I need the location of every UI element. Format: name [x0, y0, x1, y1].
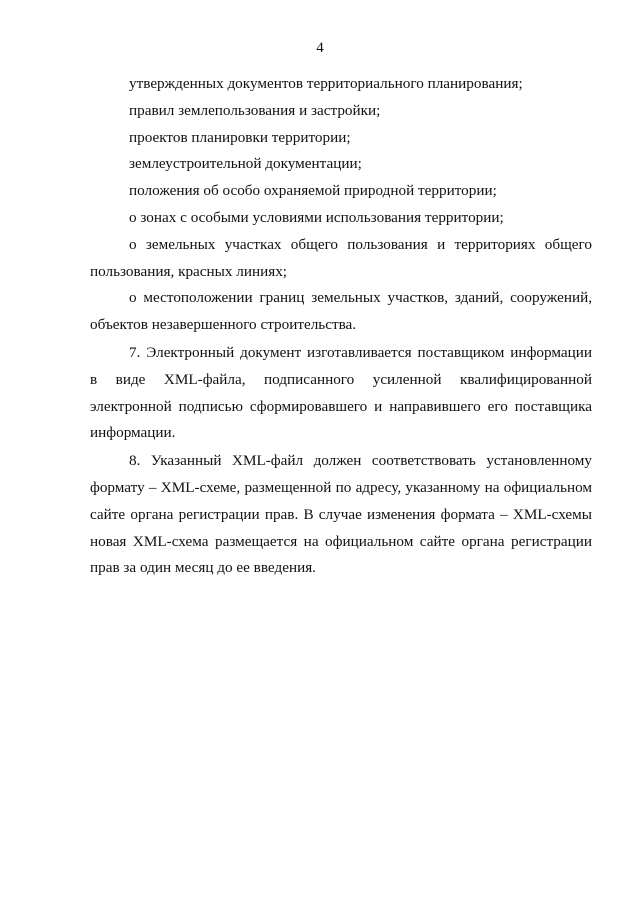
list-item: о земельных участках общего пользования и территориях общего пользования, красных линиях;: [90, 235, 592, 280]
list-item: правил землепользования и застройки;: [129, 101, 381, 119]
list-item: о местоположении границ земельных участков, зданий, сооружений, объектов незавершенного строительства.: [90, 289, 592, 334]
list-item: проектов планировки территории;: [129, 128, 351, 146]
page-number: 4: [316, 40, 324, 56]
list-item: утвержденных документов территориального планирования;: [129, 75, 523, 92]
paragraph-7: 7. Электронный документ изготавливается поставщиком информации в виде XML-файла, подписанного усиленной квалифицированной электронной подписью сформировавшего и направившего его поставщика информации.: [90, 343, 592, 442]
list-item: о зонах с особыми условиями использования территории;: [129, 208, 504, 226]
document-body: [90, 71, 592, 582]
paragraph-8: 8. Указанный XML-файл должен соответствовать установленному формату – XML-схеме, размещенной по адресу, указанному на официальном сайте органа регистрации прав. В случае изменения формата – XML-схемы новая XML-схема размещается на официальном сайте органа регистрации прав за один месяц до ее введения.: [90, 452, 592, 577]
list-item: положения об особо охраняемой природной территории;: [129, 182, 497, 200]
list-item: землеустроительной документации;: [129, 155, 362, 173]
